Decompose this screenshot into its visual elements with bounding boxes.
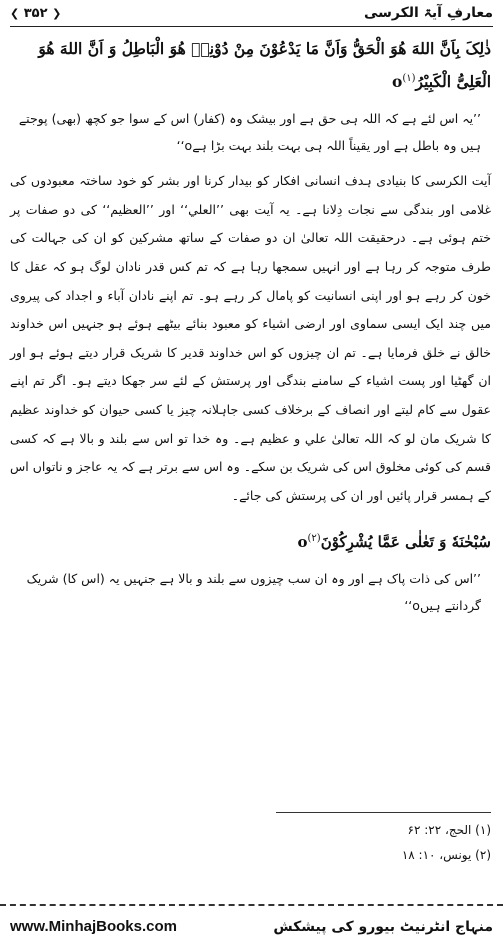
- verse-2-footnote-ref: (۲): [307, 533, 321, 545]
- quranic-verse-1: [10, 34, 491, 97]
- quranic-verse-2: [10, 524, 491, 557]
- running-title: معارفِ آیۃ الکرسی: [364, 5, 493, 21]
- ornament-left-icon: ❮: [10, 6, 20, 20]
- footnote-divider: [276, 812, 491, 813]
- page-header: [10, 0, 493, 27]
- commentary-paragraph: آیت الکرسی کا بنیادی ہدف انسانی افکار کو بیدار کرنا اور بشر کو خود ساختہ معبودوں کی غلامی اور بندگی سے نجات دِلانا ہے۔ یہ آیت بھی ’’العلي‘‘ اور ’’العظیم‘‘ کی دو صفات پر ختم ہوئی ہے۔ درحقیقت اللہ تعالیٰ ان دو صفات کے ساتھ مشرکین کو ان کی جہالت کی طرف متوجہ کر رہا ہے اور انہیں سمجھا رہا ہے کہ تم کس قدر نادان لوگ ہو کہ عقل کا خون کر رہے ہو اور اپنی انسانیت کو پامال کر رہے ہو۔ تم اپنے نادان آباء و اجداد کی پیروی میں چند ایک ایسی سماوی اور ارضی اشیاء کو معبود بنائے بیٹھے ہوئے ہو جنہیں اس خداوند خالق نے خلق فرمایا ہے۔ تم ان چیزوں کو اس خداوند قدیر کا شریک قرار دیتے ہوئے ہو اور ان گھٹیا اور پست اشیاء کے سامنے بندگی اور پرستش کے لئے سر جھکا دیتے ہو۔ اگر تم اپنے عقول سے کام لیتے اور انصاف کے برخلاف کسی جاہلانہ چیز یا کسی حیوان کو خداوند عظیم کا شریک مان لو کہ اللہ تعالیٰ علي و عظیم ہے۔ وہ خدا تو اس سے بلند و بالا ہے کہ کسی قسم کی کوئی مخلوق اس کی شریک بن سکے۔ وہ اس سے برتر ہے کہ یہ عاجز و ناتواں اس کے ہمسر قرار پائیں اور ان کی پرستش کی جائے۔: [10, 173, 491, 503]
- verse-1-translation: ’’یہ اس لئے ہے کہ اللہ ہی حق ہے اور بیشک وہ (کفار) اس کے سوا جو کچھ (بھی) پوجتے ہیں وہ باطل ہے اور یقیناً اللہ ہی بہت بلند بہت بڑا ہےo‘‘: [18, 111, 481, 154]
- page-number: [10, 6, 61, 21]
- verse-2-text: سُبْحٰنَهٗ وَ تَعٰلٰی عَمَّا یُشْرِکُوْنَo: [297, 533, 491, 552]
- website-link[interactable]: www.MinhajBooks.com: [10, 918, 177, 935]
- publisher-credit: منہاج انٹرنیٹ بیورو کی پیشکش: [273, 918, 493, 935]
- page-footer: [0, 904, 503, 949]
- verse-2-translation: ’’اس کی ذات پاک ہے اور وہ ان سب چیزوں سے بلند و بالا ہے جنہیں یہ (اس کا) شریک گردانتے ہیںo‘‘: [26, 571, 481, 614]
- footnotes: [402, 818, 491, 868]
- page-number-text: ۳۵۲: [23, 5, 48, 21]
- ornament-right-icon: ❯: [52, 6, 62, 20]
- verse-1-footnote-ref: (۱): [402, 73, 416, 84]
- footnote-2: (۲) یونس، ۱۰: ۱۸: [401, 848, 491, 862]
- verse-1-text: ذٰلِکَ بِاَنَّ اللهَ هُوَ الْحَقُّ وَاَنَّ مَا یَدْعُوْنَ مِنْ دُوْنِهٖ هُوَ الْبَاطِلُ وَ اَنَّ اللهَ هُوَ الْعَلِیُّ الْکَبِیْرُo: [38, 39, 491, 92]
- page-body: [10, 30, 491, 627]
- footnote-1: (۱) الحج، ۲۲: ۶۲: [407, 823, 491, 837]
